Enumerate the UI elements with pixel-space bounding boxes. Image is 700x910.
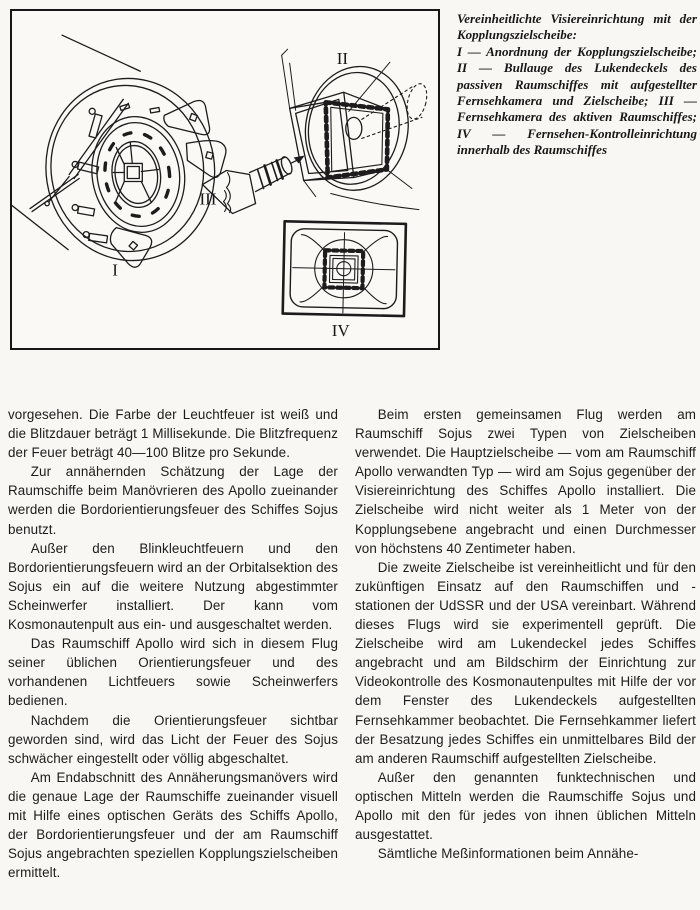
paragraph: vorgesehen. Die Farbe der Leuchtfeuer ist weiß und die Blitzdauer beträgt 1 Millisekunde. Die Blitzfrequenz der Feuer beträgt 40—100 Blitze pro Sekunde. — [8, 407, 338, 461]
figure-part-tv-camera — [202, 155, 304, 213]
figure-part-monitor — [283, 221, 406, 316]
paragraph: Zur annähernden Schätzung der Lage der Raumschiffe beim Manövrieren des Apollo zueinander werden die Bordorientierungsfeuer des Schiffes Sojus benutzt. — [8, 464, 338, 537]
figure-caption — [457, 11, 697, 159]
figure-label-part3: III — [199, 189, 217, 209]
figure-label-part2: II — [336, 49, 349, 69]
figure-part-porthole — [282, 49, 430, 209]
paragraph: Nachdem die Orientierungsfeuer sichtbar geworden sind, wird das Licht der Feuer des Sojus schwächer eingestellt oder völlig abgeschaltet. — [8, 712, 338, 766]
figure-label-part1: I — [112, 260, 118, 280]
body-text — [8, 405, 696, 882]
paragraph: Außer den genannten funktechnischen und optischen Mitteln werden die Raumschiffe Sojus und Apollo mit den für jedes von ihnen üblichen Mitteln ausgestattet. — [355, 769, 696, 843]
figure-caption-title: Vereinheitlichte Visiereinrichtung mit der Kopplungszielscheibe: — [457, 11, 697, 43]
figure-caption-legend: I — Anordnung der Kopplungszielscheibe; II — Bullauge des Lukendeckels des passiven Raumschiffes mit aufgestellter Fernsehkamera und Zielscheibe; III — Fernsehkamera des aktiven Raumschiffes; IV — Fernsehen-Kontrolleinrichtung innerhalb des Raumschiffes — [457, 43, 697, 158]
figure-frame — [10, 9, 440, 350]
paragraph: Das Raumschiff Apollo wird sich in diesem Flug seiner üblichen Orientierungsfeuer und des vorhandenen Lichtfeuers sowie Scheinwerfers bedienen. — [8, 636, 338, 709]
paragraph: Außer den Blinkleuchtfeuern und den Bordorientierungsfeuern wird an der Orbitalsektion des Sojus ein auf die weitere Nutzung abgestimmter Scheinwerfer installiert. Der kann vom Kosmonautenpult aus ein- und ausgeschaltet werden. — [8, 540, 338, 633]
figure-label-part4: IV — [331, 320, 350, 340]
right-column — [355, 405, 696, 882]
left-column — [8, 405, 338, 882]
figure-part-docking-target — [12, 35, 228, 273]
technical-illustration — [12, 11, 438, 348]
paragraph: Am Endabschnitt des Annäherungsmanövers wird die genaue Lage der Raumschiffe zueinander visuell mit Hilfe eines optischen Geräts des Schiffs Apollo, der Bordorientierungsfeuer und der am Raumschiff Sojus angebrachten speziellen Kopplungszielscheiben ermittelt. — [8, 769, 338, 881]
paragraph: Die zweite Zielscheibe ist vereinheitlicht und für den zukünftigen Einsatz auf den Raumschiffen und -stationen der UdSSR und der USA vereinbart. Während dieses Flugs wird sie experimentell geprüft. Die Zielscheibe wird am Lukendeckel jedes Schiffes angebracht und am Bildschirm der Einrichtung zur Videokontrolle des Kosmonautenpultes mit Hilfe der vor dem Fenster des Lukendeckels aufgestellten Fernsehkammer beobachtet. Die Fernsehkammer liefert der Besatzung jedes Schiffes ein unmittelbares Bild der am anderen Raumschiff aufgestellten Zielscheibe. — [355, 559, 696, 766]
paragraph: Beim ersten gemeinsamen Flug werden am Raumschiff Sojus zwei Typen von Zielscheiben verwendet. Die Hauptzielscheibe — vom am Raumschiff Apollo verwandten Typ — wird am Sojus gegenüber der Visiereinrichtung des Schiffes Apollo installiert. Die Zielscheibe wird nicht weiter als 1 Meter von der Kopplungsebene angebracht und einen Durchmesser von höchstens 40 Zentimeter haben. — [355, 407, 696, 556]
paragraph: Sämtliche Meßinformationen beim Annähe- — [377, 846, 639, 862]
